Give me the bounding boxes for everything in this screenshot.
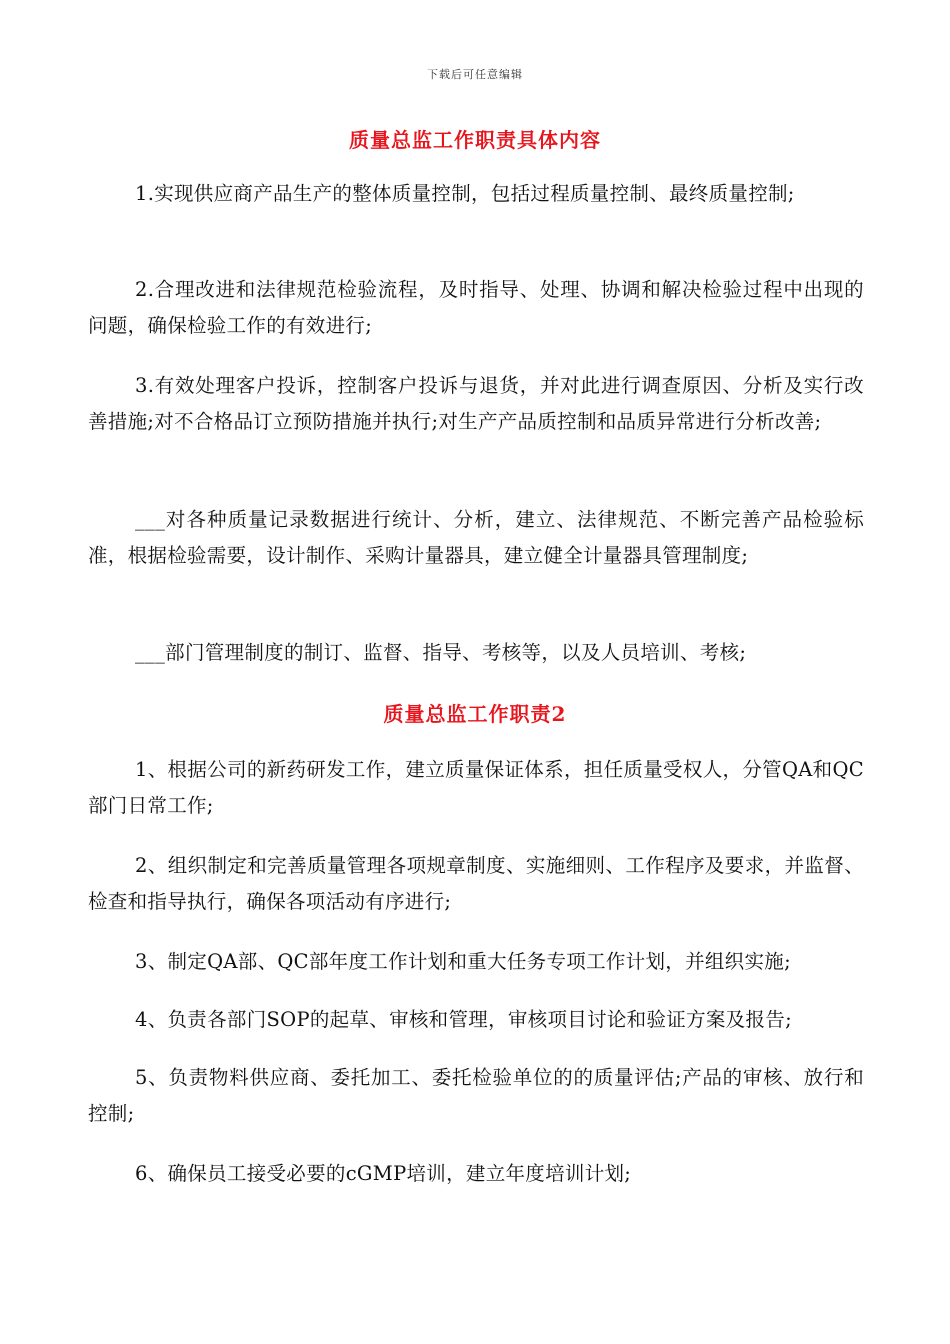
- paragraph: 6、确保员工接受必要的cGMP培训，建立年度培训计划;: [135, 1162, 632, 1185]
- section-title-1: 质量总监工作职责具体内容: [349, 128, 601, 152]
- section-title-2: 质量总监工作职责2: [383, 702, 567, 726]
- paragraph: 2.合理改进和法律规范检验流程，及时指导、处理、协调和解决检验过程中出现的问题，确保检验工作的有效进行;: [88, 278, 864, 337]
- header-note: 下载后可任意编辑: [427, 68, 523, 81]
- paragraph: 1、根据公司的新药研发工作，建立质量保证体系，担任质量受权人，分管QA和QC部门日常工作;: [88, 758, 864, 817]
- paragraph: 1.实现供应商产品生产的整体质量控制，包括过程质量控制、最终质量控制;: [135, 182, 795, 205]
- paragraph: 3、制定QA部、QC部年度工作计划和重大任务专项工作计划，并组织实施;: [135, 950, 791, 973]
- paragraph: 2、组织制定和完善质量管理各项规章制度、实施细则、工作程序及要求，并监督、检查和指导执行，确保各项活动有序进行;: [88, 854, 864, 913]
- paragraph: 3.有效处理客户投诉，控制客户投诉与退货，并对此进行调查原因、分析及实行改善措施;对不合格品订立预防措施并执行;对生产产品质控制和品质异常进行分析改善;: [88, 374, 864, 433]
- paragraph: 4、负责各部门SOP的起草、审核和管理，审核项目讨论和验证方案及报告;: [135, 1008, 792, 1031]
- paragraph: ___部门管理制度的制订、监督、指导、考核等，以及人员培训、考核;: [135, 641, 747, 664]
- paragraph: 5、负责物料供应商、委托加工、委托检验单位的的质量评估;产品的审核、放行和控制;: [88, 1066, 864, 1125]
- paragraph: ___对各种质量记录数据进行统计、分析，建立、法律规范、不断完善产品检验标准，根据检验需要，设计制作、采购计量器具，建立健全计量器具管理制度;: [88, 508, 864, 567]
